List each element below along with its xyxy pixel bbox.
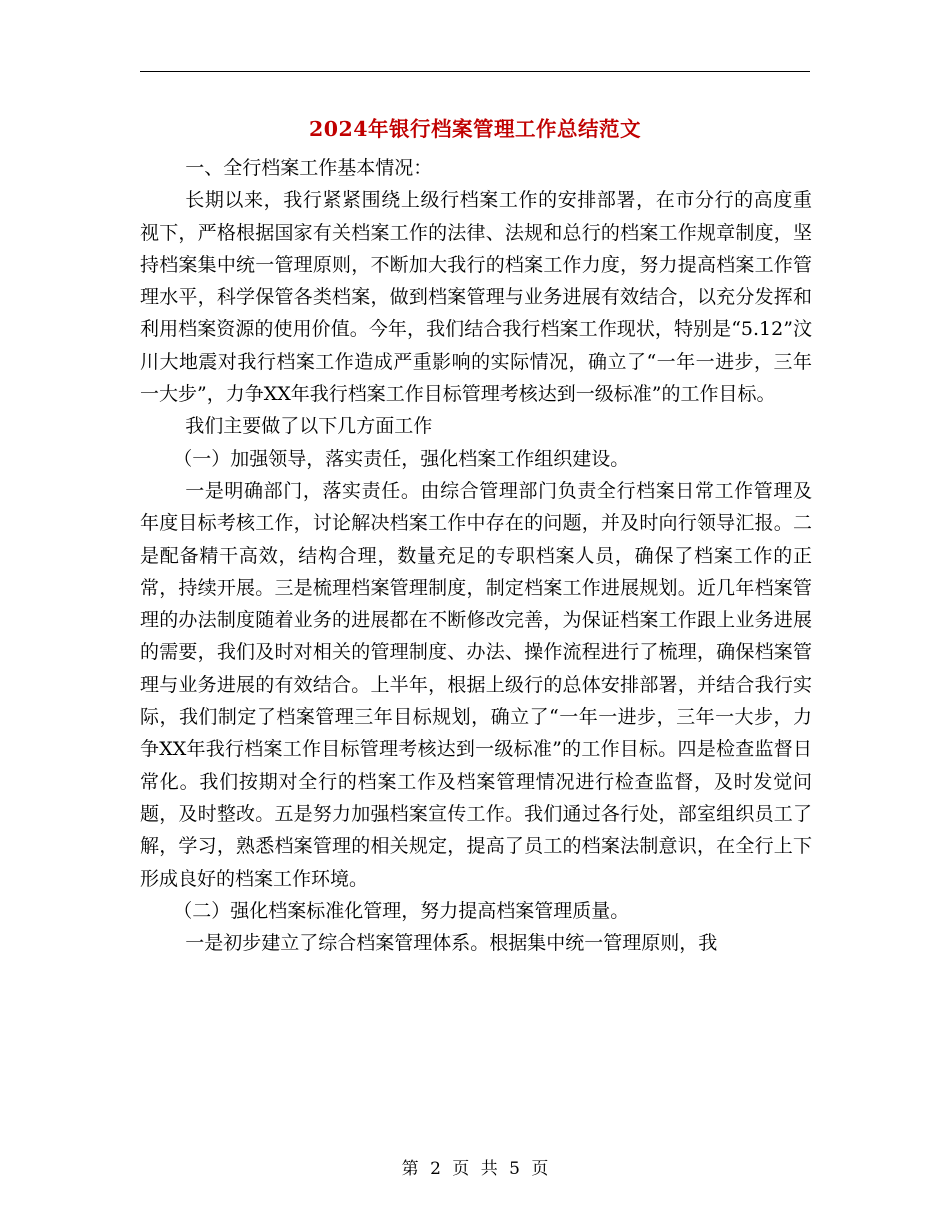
subsection-heading: （二）强化档案标准化管理，努力提高档案管理质量。 [173, 899, 630, 922]
body-paragraph: 一是明确部门，落实责任。由综合管理部门负责全行档案日常工作管理及年度目标考核工作，讨论解决档案工作中存在的问题，并及时向行领导汇报。二是配备精干高效，结构合理，数量充足的专职档案人员，确保了档案工作的正常，持续开展。三是梳理档案管理制度，制定档案工作进展规划。近几年档案管理的办法制度随着业务的进展都在不断修改完善，为保证档案工作跟上业务进展的需要，我们及时对相关的管理制度、办法、操作流程进行了梳理，确保档案管理与业务进展的有效结合。上半年，根据上级行的总体安排部署，并结合我行实际，我们制定了档案管理三年目标规划，确立了“一年一进步，三年一大步，力争XX年我行档案工作目标管理考核达到一级标准”的工作目标。四是检查监督日常化。我们按期对全行的档案工作及档案管理情况进行检查监督，及时发觉问题，及时整改。五是努力加强档案宣传工作。我们通过各行处，部室组织员工了解，学习，熟悉档案管理的相关规定，提高了员工的档案法制意识，在全行上下形成良好的档案工作环境。 [140, 479, 812, 890]
page-footer: 第 2 页 共 5 页 [401, 1159, 549, 1179]
subsection-heading: （一）加强领导，落实责任，强化档案工作组织建设。 [173, 447, 630, 470]
body-paragraph: 长期以来，我行紧紧围绕上级行档案工作的安排部署，在市分行的高度重视下，严格根据国家有关档案工作的法律、法规和总行的档案工作规章制度，坚持档案集中统一管理原则，不断加大我行的档案工作力度，努力提高档案工作管理水平，科学保管各类档案，做到档案管理与业务进展有效结合，以充分发挥和利用档案资源的使用价值。今年，我们结合我行档案工作现状，特别是“5.12”汶川大地震对我行档案工作造成严重影响的实际情况，确立了“一年一进步，三年一大步”，力争XX年我行档案工作目标管理考核达到一级标准”的工作目标。 [140, 189, 812, 406]
header-rule [140, 71, 810, 72]
document-body [140, 152, 812, 959]
section-heading: 一、全行档案工作基本情况： [185, 157, 433, 179]
body-paragraph: 一是初步建立了综合档案管理体系。根据集中统一管理原则，我 [185, 932, 718, 955]
body-paragraph: 我们主要做了以下几方面工作 [185, 415, 433, 438]
document-title: 2024年银行档案管理工作总结范文 [308, 117, 642, 141]
